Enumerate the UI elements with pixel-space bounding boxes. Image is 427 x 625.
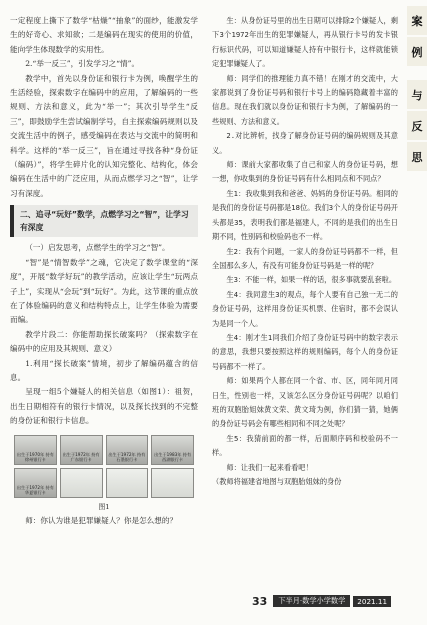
paragraph: 2.对比辨析，找身了解身份证号码的编码规则及其意义。 [212,131,398,155]
paragraph: 师：如果两个人都在同一个省、市、区，同年同月同日生，性别也一样，又该怎么区分身份证号码呢？以咱们班的双胞胎姐妹黄文荣、黄文琦为例，你们猜一猜，她俩的身份证号码会有哪些相同和不同之处呢？ [212,376,398,429]
paragraph: 生4：我同意生3的观点，每个人要有自己独一无二的身份证号码，这样用身份证买机票、住宿时，都不会误认为是同一个人。 [212,289,398,328]
tab-char: 与 [407,80,427,111]
paragraph: “智”是“情智数学”之魂，它决定了数学课堂的“深度”，开展“数学好玩”的教学活动，应该让学生“玩两点子上”，实现从“会玩”到“玩好”。为此，这节课的重点放在了体验编码的意义和结构特点上，让学生体验为需要而编。 [10,257,198,325]
suspect-card-2: 出生于1972年 持有广东银行卡 [60,435,103,465]
tab-char: 例 [407,37,427,68]
paragraph: 2.“举一反三”，引发学习之“情”。 [25,59,140,69]
section-heading-bar [10,205,14,237]
paragraph: 师：让我们一起来看看吧！ [226,462,313,472]
paragraph: 师：你认为谁是犯罪嫌疑人？你是怎么想的？ [25,515,178,525]
tab-char: 思 [407,142,427,173]
paragraph: 生1：我收集到我和爸爸、妈妈的身份证号码。相同的是我们的身份证号码都是18位。我们3个人的身份证号码开头都是35，表明我们都是福建人，不同的是我们的出生日期不同，性别码和校验码也不一样。 [212,188,398,242]
page-footer [252,595,391,607]
tab-char: 案 [407,6,427,37]
paragraph: 生5：我猜前面的都一样，后面顺序码和校验码不一样。 [212,433,398,458]
tab-divider [407,68,427,80]
bank-card-fragment [106,468,149,498]
section-heading [10,205,198,237]
section-heading-text: 二、追寻“玩好”数学，点燃学习之“智”，让学习有深度 [20,210,189,233]
issue-date: 2021.11 [353,596,391,607]
evidence-image [151,468,194,498]
paragraph: 生4：刚才生1同我们介绍了身份证号码中的数字表示的意思，我想只要按照这样的规则编码，每个人的身份证号码都不一样了。 [212,332,398,371]
paragraph: 生3：不能一样，如果一样的话，很多事就要乱套啦。 [226,275,397,285]
side-section-tab [407,6,427,173]
left-column [10,14,198,528]
paragraph: 生：从身份证号里的出生日期可以排除2个嫌疑人，剩下3个1972年出生的犯罪嫌疑人，再从银行卡号的发卡银行标识代码，可以知道嫌疑人持有中银行卡，这样就能锁定犯罪嫌疑人了。 [212,16,398,69]
paragraph: 师：同学们的推理能力真不错！在刚才的交流中，大家都说到了身份证号码和银行卡号上的编码隐藏着丰富的信息。现在我们就以身份证和银行卡为例，了解编码的一些规则、方法和意义。 [212,73,398,126]
tab-char: 反 [407,111,427,142]
suspect-card-4: 出生于1983年 持有西湖银行卡 [151,435,194,465]
paragraph: （教师将福建省地图与双胞胎姐妹的身份 [212,477,342,486]
id-card-fragment [60,468,103,498]
suspect-card-1: 出生于1970年 持有徐州银行卡 [14,435,57,465]
paragraph: 师：课前大家都收集了自己和家人的身份证号码，想一想，你收集到的身份证号码有什么相同点和不同点？ [212,160,398,184]
right-column [212,14,398,489]
page-number: 33 [252,594,268,608]
paragraph: 一定程度上撕下了数学“枯燥”“抽象”的面纱，能激发学生的好奇心、求知欲；二是编码在现实的使用的价值，能向学生体现数学的实用性。 [10,16,198,54]
paragraph: 呈现一组5个嫌疑人的相关信息（如图1）：祖贺，出生日期相符有的银行卡情况，以及探长找到的不完整的身份证和银行卡信息。 [10,387,198,426]
paragraph: 1.利用“探长破案”情境，初步了解编码蕴含的信息。 [10,358,198,382]
suspect-card-5: 出生于1972年 持有华夏银行卡 [14,468,57,498]
suspect-card-3: 出生于1972年 持有石墨银行卡 [106,435,149,465]
paragraph: 生2：我有个问题，一家人的身份证号码都不一样，但全国那么多人，有没有可能身份证号码是一样的呢？ [212,246,398,270]
figure-1 [14,435,194,498]
paragraph: 教学片段二：你能帮助探长破案吗？（探索数字在编码中的应用及其规则、意义） [10,329,198,354]
figure-caption: 图1 [98,502,110,511]
magazine-name: 下半月·数学小学数学 [273,595,350,607]
paragraph: 教学中，首先以身份证和银行卡为例，唤醒学生的生活经验，探索数字在编码中的应用，了解编码的一些规则、方法和意义，此为“举一”；其次引导学生“反三”，即鼓励学生尝试编制学号，自主探索编码规则以及交流生活中的例子，感受编码在表达与交流中的简明和科学。这样的“举一反三”，旨在通过寻找各种“身份证（编码）”，将学生碎片化的认知完整化、结构化，体会编码在生活中的广泛应用，从而点燃学习之“智”，让学习有深度。 [10,73,198,198]
paragraph: （一）启发思考，点燃学生的学习之“智”。 [25,243,170,253]
